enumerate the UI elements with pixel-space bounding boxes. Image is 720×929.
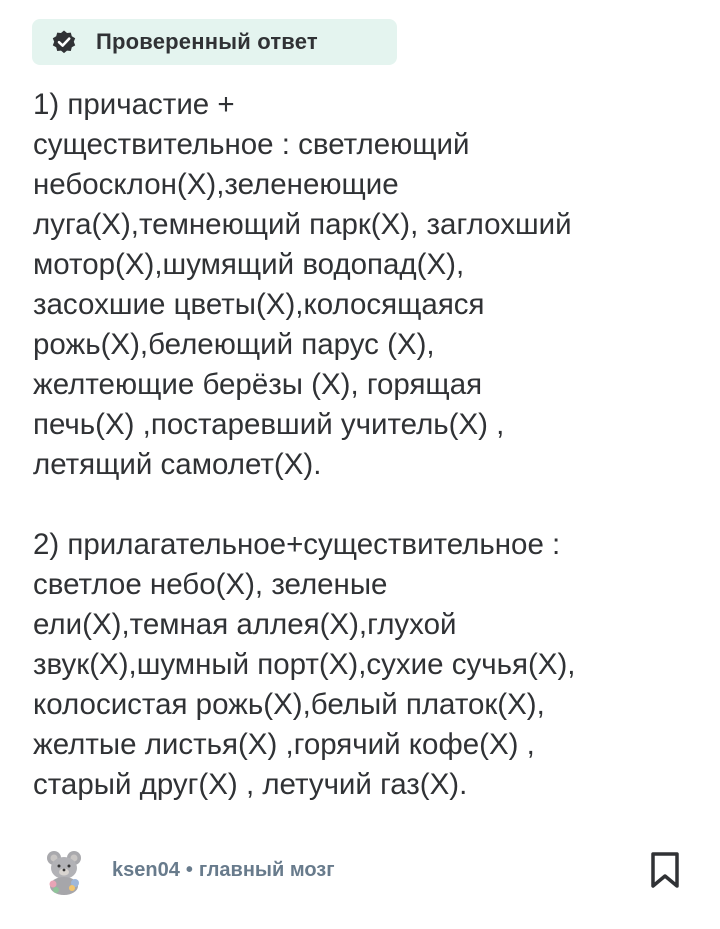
answer-line: ели(Х),темная аллея(Х),глухой [33,608,457,641]
answer-line: существительное : светлеющий [33,128,470,161]
answer-line: светлое небо(Х), зеленые [33,568,388,601]
answer-line: летящий самолет(Х). [33,448,322,481]
answer-line: 2) прилагательное+существительное : [33,528,561,561]
verified-check-icon [51,29,77,55]
answer-line: небосклон(Х),зеленеющие [33,168,399,201]
answer-line: старый друг(Х) , летучий газ(Х). [33,768,468,801]
author-name[interactable]: ksen04 [112,858,180,881]
verified-answer-label: Проверенный ответ [96,29,318,54]
verified-answer-badge [32,19,397,65]
author-separator: • [185,858,193,881]
author-info[interactable] [38,845,335,895]
answer-line: колосистая рожь(Х),белый платок(Х), [33,688,545,721]
answer-text [33,85,693,805]
author-rank: главный мозг [198,858,335,881]
bookmark-icon[interactable] [650,851,680,889]
answer-line: луга(Х),темнеющий парк(Х), заглохший [33,208,572,241]
answer-line: желтые листья(Х) ,горячий кофе(Х) , [33,728,535,761]
avatar[interactable] [38,844,90,896]
answer-line: печь(Х) ,постаревший учитель(Х) , [33,408,505,441]
answer-line: засохшие цветы(Х),колосящаяся [33,288,485,321]
answer-line: мотор(Х),шумящий водопад(Х), [33,248,465,281]
answer-line: рожь(Х),белеющий парус (Х), [33,328,435,361]
answer-line: звук(Х),шумный порт(Х),сухие сучья(Х), [33,648,576,681]
answer-line: 1) причастие + [33,88,235,121]
paragraph-gap [33,485,693,525]
author-meta [112,859,335,882]
answer-line: желтеющие берёзы (Х), горящая [33,368,483,401]
